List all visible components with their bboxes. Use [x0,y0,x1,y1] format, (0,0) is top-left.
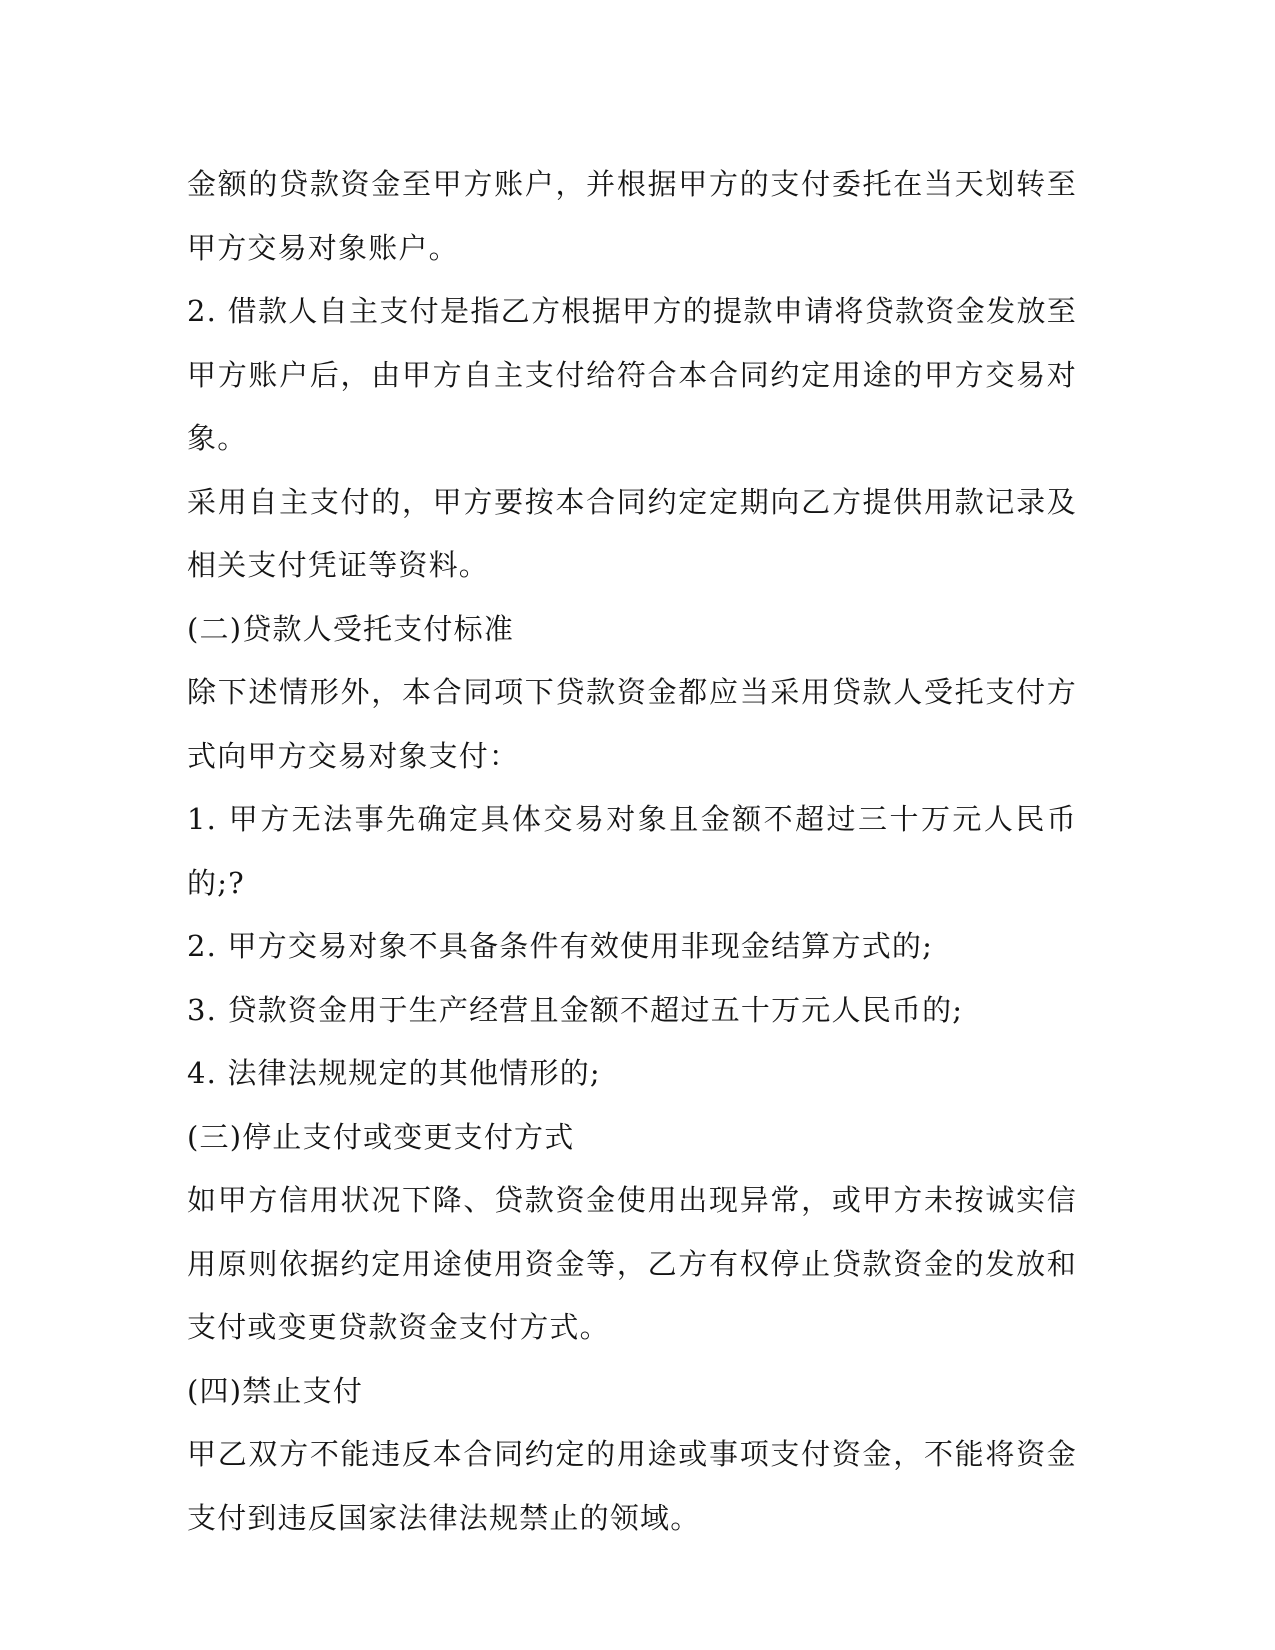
paragraph: 如甲方信用状况下降、贷款资金使用出现异常，或甲方未按诚实信用原则依据约定用途使用资金等，乙方有权停止贷款资金的发放和支付或变更贷款资金支付方式。 [187,1183,1077,1344]
paragraph: 采用自主支付的，甲方要按本合同约定定期向乙方提供用款记录及相关支付凭证等资料。 [187,484,1077,582]
list-item: 2. 甲方交易对象不具备条件有效使用非现金结算方式的; [187,929,934,963]
section-heading: (四)禁止支付 [187,1373,364,1408]
section-heading: (二)贷款人受托支付标准 [187,611,515,646]
paragraph: 2. 借款人自主支付是指乙方根据甲方的提款申请将贷款资金发放至甲方账户后，由甲方自主支付给符合本合同约定用途的甲方交易对象。 [187,294,1077,455]
list-item: 3. 贷款资金用于生产经营且金额不超过五十万元人民币的; [187,992,964,1027]
paragraph: 除下述情形外，本合同项下贷款资金都应当采用贷款人受托支付方式向甲方交易对象支付： [187,675,1077,773]
paragraph: 金额的贷款资金至甲方账户，并根据甲方的支付委托在当天划转至甲方交易对象账户。 [187,167,1077,265]
document-body [187,153,1077,1550]
paragraph: 甲乙双方不能违反本合同约定的用途或事项支付资金，不能将资金支付到违反国家法律法规禁止的领域。 [187,1437,1077,1535]
section-heading: (三)停止支付或变更支付方式 [187,1119,575,1154]
list-item: 4. 法律法规规定的其他情形的; [187,1056,601,1090]
list-item: 1. 甲方无法事先确定具体交易对象且金额不超过三十万元人民币的;? [187,802,1077,900]
